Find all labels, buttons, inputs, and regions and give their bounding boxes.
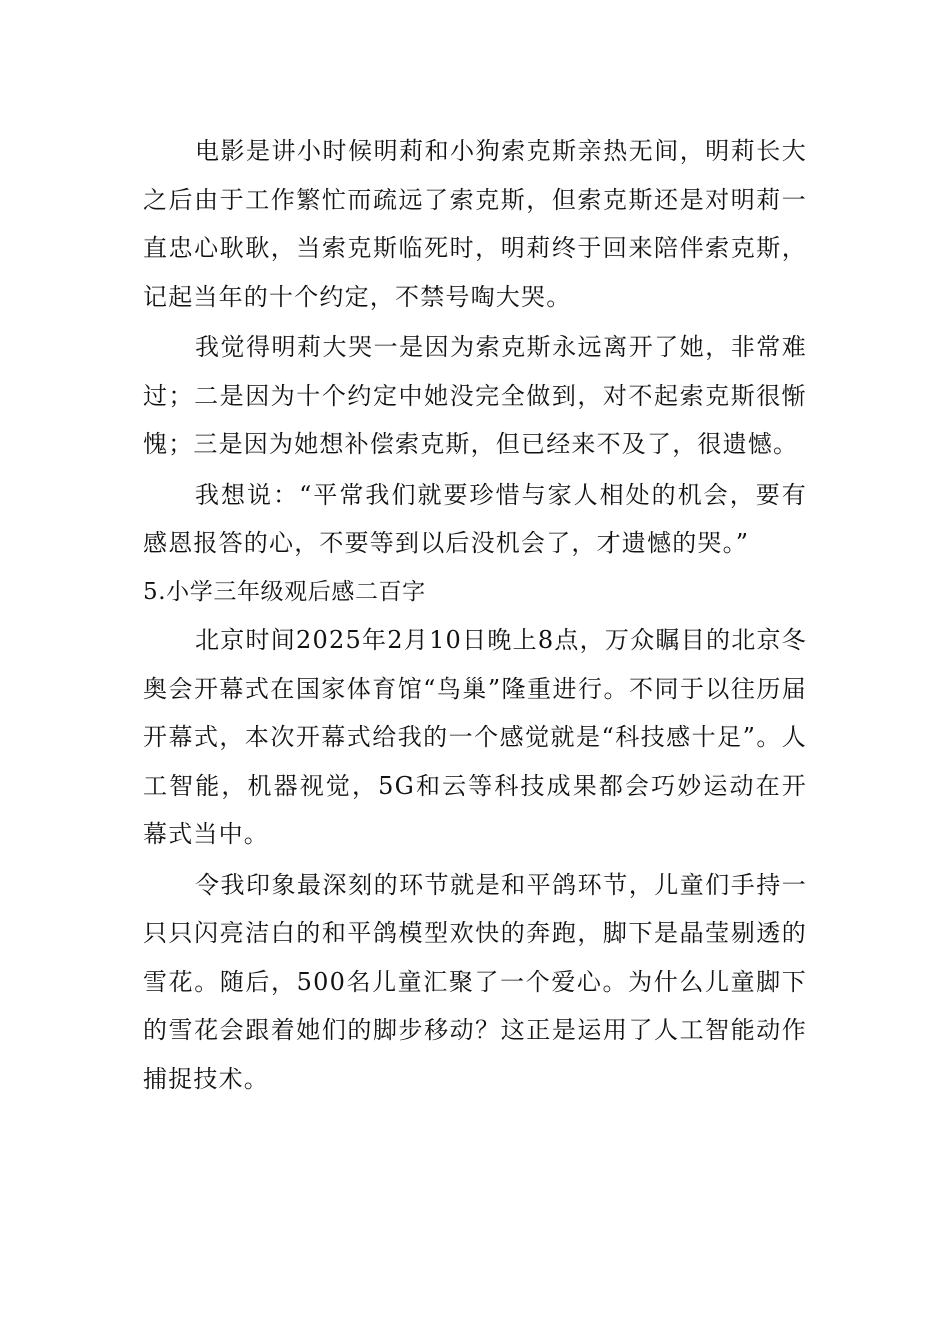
paragraph-olympics-opening: 北京时间2025年2月10日晚上8点，万众瞩目的北京冬奥会开幕式在国家体育馆“鸟巢”隆重进行。不同于以往历届开幕式，本次开幕式给我的一个感觉就是“科技感十足”。人工智能，机器视觉，5G和云等科技成果都会巧妙运动在开幕式当中。 xyxy=(143,626,807,848)
document-page xyxy=(143,127,807,1103)
paragraph-reasons-crying: 我觉得明莉大哭一是因为索克斯永远离开了她，非常难过；二是因为十个约定中她没完全做到，对不起索克斯很惭愧；三是因为她想补偿索克斯，但已经来不及了，很遗憾。 xyxy=(143,333,807,458)
paragraph-reflection-quote: 我想说：“平常我们就要珍惜与家人相处的机会，要有感恩报答的心，不要等到以后没机会了，才遗憾的哭。” xyxy=(143,480,807,557)
paragraph-movie-summary: 电影是讲小时候明莉和小狗索克斯亲热无间，明莉长大之后由于工作繁忙而疏远了索克斯，但索克斯还是对明莉一直忠心耿耿，当索克斯临死时，明莉终于回来陪伴索克斯，记起当年的十个约定，不禁号啕大哭。 xyxy=(143,137,807,311)
paragraph-peace-dove: 令我印象最深刻的环节就是和平鸽环节，儿童们手持一只只闪亮洁白的和平鸽模型欢快的奔跑，脚下是晶莹剔透的雪花。随后，500名儿童汇聚了一个爱心。为什么儿童脚下的雪花会跟着她们的脚步移动？这正是运用了人工智能动作捕捉技术。 xyxy=(143,870,807,1093)
section-heading: 5.小学三年级观后感二百字 xyxy=(143,578,426,605)
